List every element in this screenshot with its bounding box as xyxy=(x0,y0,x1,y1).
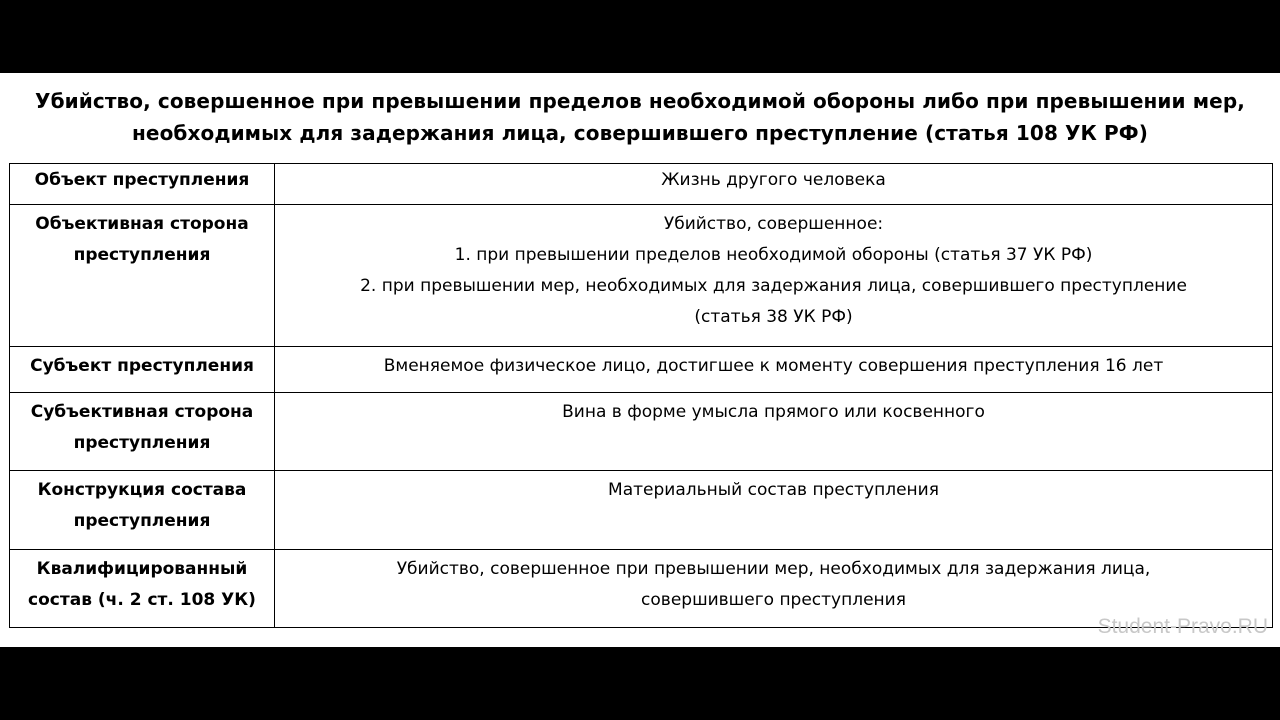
table-row xyxy=(10,347,1273,393)
crime-elements-table xyxy=(9,163,1273,628)
row-label-line: Объективная сторона xyxy=(35,214,249,234)
row-value-intro: Убийство, совершенное: xyxy=(663,214,884,234)
row-label-line: преступления xyxy=(73,511,211,531)
row-value xyxy=(275,164,1273,205)
row-label xyxy=(10,471,275,550)
row-label-text: Субъект преступления xyxy=(30,356,254,376)
row-value xyxy=(275,205,1273,347)
list-item: 2. при превышении мер, необходимых для задержания лица, совершившего преступление xyxy=(360,276,1187,296)
row-label-line: состав (ч. 2 ст. 108 УК) xyxy=(28,590,256,610)
top-letterbox-bar xyxy=(0,0,1280,73)
table-row xyxy=(10,205,1273,347)
slide xyxy=(0,73,1280,647)
bottom-letterbox-bar xyxy=(0,647,1280,720)
row-label-line: Конструкция состава xyxy=(37,480,247,500)
row-value xyxy=(275,471,1273,550)
row-label xyxy=(10,550,275,628)
row-label-line: Субъективная сторона xyxy=(30,402,254,422)
row-label xyxy=(10,347,275,393)
table-row xyxy=(10,471,1273,550)
table-row xyxy=(10,393,1273,471)
table-row xyxy=(10,550,1273,628)
row-value-text: Вменяемое физическое лицо, достигшее к моменту совершения преступления 16 лет xyxy=(383,356,1164,376)
row-label-line: Квалифицированный xyxy=(36,559,248,579)
page-title xyxy=(0,85,1280,149)
row-label xyxy=(10,393,275,471)
watermark: Student-Pravo.RU xyxy=(1097,615,1268,638)
row-value-text: Материальный состав преступления xyxy=(608,480,939,500)
row-label-line: преступления xyxy=(73,245,211,265)
row-label xyxy=(10,164,275,205)
row-label-text: Объект преступления xyxy=(34,170,250,190)
row-label xyxy=(10,205,275,347)
row-value-text: Жизнь другого человека xyxy=(661,170,886,190)
title-line-1: Убийство, совершенное при превышении пределов необходимой обороны либо при превышении мер, xyxy=(35,89,1245,113)
row-value-line: Убийство, совершенное при превышении мер, необходимых для задержания лица, xyxy=(396,559,1151,579)
list-item-continuation: (статья 38 УК РФ) xyxy=(694,307,853,327)
list-item: 1. при превышении пределов необходимой обороны (статья 37 УК РФ) xyxy=(454,245,1093,265)
row-value-text: Вина в форме умысла прямого или косвенного xyxy=(562,402,985,422)
row-label-line: преступления xyxy=(73,433,211,453)
title-line-2: необходимых для задержания лица, совершившего преступление (статья 108 УК РФ) xyxy=(131,121,1148,145)
row-value xyxy=(275,347,1273,393)
row-value xyxy=(275,393,1273,471)
row-value-line: совершившего преступления xyxy=(641,590,906,610)
numbered-list xyxy=(275,240,1272,333)
table-row xyxy=(10,164,1273,205)
